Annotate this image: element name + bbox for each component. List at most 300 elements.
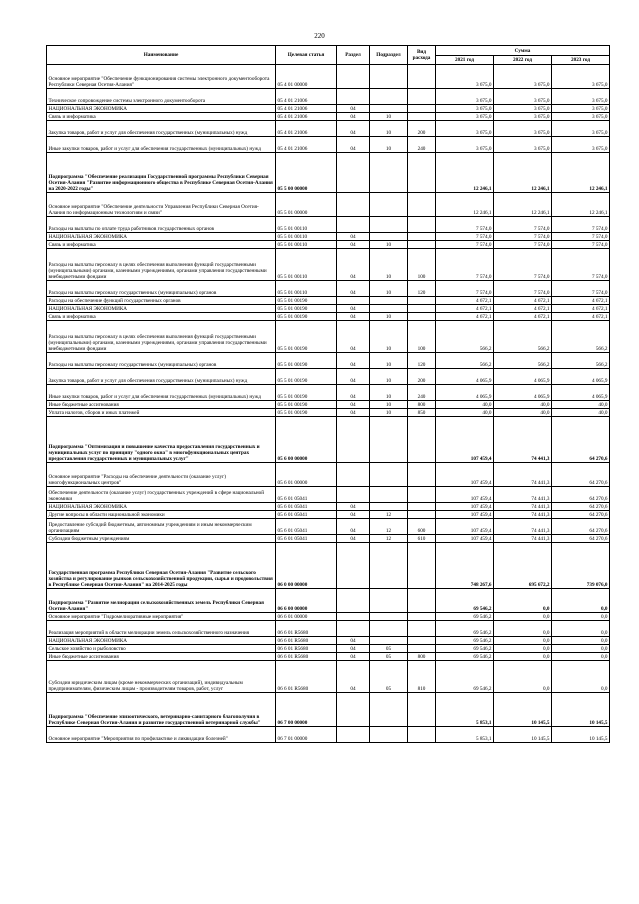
row-subsection: 10	[370, 409, 408, 417]
row-subsection: 05	[370, 645, 408, 653]
row-expense-type	[408, 487, 436, 503]
row-sum-2021: 748 267,6	[436, 543, 494, 589]
row-sum-2022: 3 675,0	[494, 89, 552, 105]
row-sum-2021: 7 574,0	[436, 217, 494, 233]
row-subsection	[370, 613, 408, 621]
table-row	[47, 401, 610, 409]
row-target-code: 05 5 01 00190	[276, 401, 337, 409]
row-target-code: 05 4 01 00000	[276, 65, 337, 89]
row-sum-2022: 7 574,0	[494, 217, 552, 233]
row-expense-type: 800	[408, 653, 436, 661]
row-target-code: 05 4 01 21006	[276, 105, 337, 113]
table-row	[47, 463, 610, 487]
row-sum-2023: 64 270,6	[552, 487, 610, 503]
row-subsection	[370, 217, 408, 233]
row-subsection	[370, 487, 408, 503]
row-target-code: 05 4 01 21006	[276, 89, 337, 105]
row-expense-type	[408, 313, 436, 321]
row-sum-2022: 566,2	[494, 321, 552, 353]
row-expense-type	[408, 153, 436, 193]
table-header	[47, 46, 610, 65]
row-target-code: 05 5 01 00190	[276, 305, 337, 313]
row-sum-2022: 74 441,3	[494, 519, 552, 535]
row-target-code: 05 5 01 00000	[276, 193, 337, 217]
row-expense-type	[408, 621, 436, 637]
row-section: 04	[337, 113, 370, 121]
table-row	[47, 543, 610, 589]
row-expense-type	[408, 105, 436, 113]
row-name: НАЦИОНАЛЬНАЯ ЭКОНОМИКА	[47, 233, 276, 241]
row-subsection	[370, 297, 408, 305]
table-row	[47, 249, 610, 281]
row-expense-type: 800	[408, 401, 436, 409]
row-section: 04	[337, 121, 370, 137]
row-sum-2022: 7 574,0	[494, 281, 552, 297]
row-expense-type	[408, 637, 436, 645]
row-sum-2021: 4 672,1	[436, 313, 494, 321]
row-subsection: 10	[370, 241, 408, 249]
header-year-2022: 2022 год	[494, 56, 552, 65]
row-sum-2021: 5 853,1	[436, 727, 494, 743]
row-target-code: 05 5 01 00110	[276, 233, 337, 241]
row-expense-type: 100	[408, 321, 436, 353]
row-sum-2023: 7 574,0	[552, 281, 610, 297]
row-sum-2023: 0,0	[552, 621, 610, 637]
row-section: 04	[337, 313, 370, 321]
row-expense-type	[408, 297, 436, 305]
row-name: Основное мероприятие "Мероприятия по профилактике и ликвидации болезней"	[47, 727, 276, 743]
row-sum-2022: 4 065,9	[494, 369, 552, 385]
header-name: Наименование	[47, 46, 276, 65]
row-subsection	[370, 693, 408, 727]
table-row	[47, 645, 610, 653]
table-row	[47, 613, 610, 621]
row-section	[337, 589, 370, 613]
row-target-code: 05 6 01 05041	[276, 511, 337, 519]
row-sum-2021: 69 546,2	[436, 613, 494, 621]
row-expense-type: 200	[408, 369, 436, 385]
row-sum-2023: 3 675,0	[552, 89, 610, 105]
row-name: Основное мероприятие "Обеспечение деятельности Управления Республики Северная Осетия-Алания по информационным технологиям и связи"	[47, 193, 276, 217]
row-target-code: 05 5 01 00190	[276, 385, 337, 401]
row-section	[337, 613, 370, 621]
row-target-code: 05 5 00 00000	[276, 153, 337, 193]
row-sum-2021: 3 675,0	[436, 121, 494, 137]
row-sum-2021: 3 675,0	[436, 137, 494, 153]
row-section: 04	[337, 369, 370, 385]
row-sum-2022: 0,0	[494, 613, 552, 621]
row-expense-type: 850	[408, 409, 436, 417]
row-expense-type	[408, 589, 436, 613]
row-subsection	[370, 503, 408, 511]
row-sum-2022: 7 574,0	[494, 233, 552, 241]
row-subsection: 10	[370, 353, 408, 369]
row-name: Субсидии бюджетным учреждениям	[47, 535, 276, 543]
row-name: Связь и информатика	[47, 241, 276, 249]
row-subsection	[370, 233, 408, 241]
row-section: 04	[337, 249, 370, 281]
row-expense-type: 100	[408, 249, 436, 281]
row-section: 04	[337, 645, 370, 653]
row-sum-2023: 0,0	[552, 637, 610, 645]
row-expense-type	[408, 233, 436, 241]
row-name: Иные бюджетные ассигнования	[47, 653, 276, 661]
row-subsection: 10	[370, 137, 408, 153]
row-sum-2022: 0,0	[494, 653, 552, 661]
table-row	[47, 661, 610, 693]
row-target-code: 05 5 01 00190	[276, 409, 337, 417]
row-sum-2021: 69 546,2	[436, 637, 494, 645]
row-sum-2023: 4 065,9	[552, 369, 610, 385]
row-sum-2023: 739 076,0	[552, 543, 610, 589]
row-sum-2023: 0,0	[552, 589, 610, 613]
row-section: 04	[337, 233, 370, 241]
table-row	[47, 487, 610, 503]
row-name: Основное мероприятие "Расходы на обеспечение деятельности (оказание услуг) многофункциональных центров"	[47, 463, 276, 487]
row-sum-2021: 7 574,0	[436, 241, 494, 249]
row-sum-2022: 0,0	[494, 645, 552, 653]
row-subsection	[370, 65, 408, 89]
table-row	[47, 409, 610, 417]
row-section	[337, 89, 370, 105]
row-expense-type: 200	[408, 121, 436, 137]
row-subsection	[370, 89, 408, 105]
row-expense-type	[408, 113, 436, 121]
table-row	[47, 693, 610, 727]
row-expense-type	[408, 305, 436, 313]
row-subsection: 05	[370, 661, 408, 693]
row-subsection: 10	[370, 113, 408, 121]
row-target-code: 06 6 01 00000	[276, 613, 337, 621]
row-sum-2022: 0,0	[494, 661, 552, 693]
row-sum-2022: 0,0	[494, 621, 552, 637]
row-sum-2023: 0,0	[552, 661, 610, 693]
row-sum-2023: 3 675,0	[552, 113, 610, 121]
row-expense-type	[408, 65, 436, 89]
row-section	[337, 693, 370, 727]
row-target-code: 05 4 01 21006	[276, 137, 337, 153]
row-name: НАЦИОНАЛЬНАЯ ЭКОНОМИКА	[47, 105, 276, 113]
row-name: Другие вопросы в области национальной экономики	[47, 511, 276, 519]
table-row	[47, 385, 610, 401]
header-year-2023: 2023 год	[552, 56, 610, 65]
table-row	[47, 113, 610, 121]
row-sum-2023: 0,0	[552, 653, 610, 661]
row-sum-2022: 74 441,3	[494, 463, 552, 487]
row-target-code: 06 7 00 00000	[276, 693, 337, 727]
row-subsection: 12	[370, 511, 408, 519]
row-target-code: 05 6 01 05041	[276, 503, 337, 511]
row-name: Расходы на выплаты персоналу государственных (муниципальных) органов	[47, 353, 276, 369]
row-subsection	[370, 417, 408, 463]
table-row	[47, 153, 610, 193]
row-sum-2021: 12 246,1	[436, 193, 494, 217]
row-expense-type	[408, 217, 436, 233]
row-sum-2022: 74 441,3	[494, 503, 552, 511]
row-sum-2022: 566,2	[494, 353, 552, 369]
row-section: 04	[337, 385, 370, 401]
row-section: 04	[337, 353, 370, 369]
row-name: Расходы на выплаты персоналу в целях обеспечения выполнения функций государственными (муниципальными) органами, казенными учреждениями, органами управления государственными внебюджетными фондами	[47, 321, 276, 353]
row-name: Расходы на обеспечение функций государственных органов	[47, 297, 276, 305]
row-expense-type: 240	[408, 137, 436, 153]
row-sum-2023: 7 574,0	[552, 249, 610, 281]
row-target-code: 05 5 01 00190	[276, 297, 337, 305]
row-sum-2023: 10 145,5	[552, 693, 610, 727]
table-row	[47, 321, 610, 353]
row-section: 04	[337, 503, 370, 511]
row-sum-2021: 566,2	[436, 353, 494, 369]
row-sum-2023: 64 270,6	[552, 503, 610, 511]
row-sum-2022: 695 672,2	[494, 543, 552, 589]
row-target-code: 05 5 01 00190	[276, 313, 337, 321]
row-sum-2022: 7 574,0	[494, 241, 552, 249]
row-name: Связь и информатика	[47, 113, 276, 121]
row-sum-2023: 64 270,6	[552, 417, 610, 463]
row-subsection	[370, 305, 408, 313]
table-row	[47, 621, 610, 637]
row-subsection: 10	[370, 369, 408, 385]
row-sum-2023: 4 672,1	[552, 313, 610, 321]
row-section	[337, 727, 370, 743]
table-row	[47, 193, 610, 217]
row-section: 04	[337, 653, 370, 661]
table-row	[47, 281, 610, 297]
row-expense-type	[408, 645, 436, 653]
row-sum-2023: 4 672,1	[552, 297, 610, 305]
row-sum-2021: 69 546,2	[436, 621, 494, 637]
row-sum-2021: 107 459,4	[436, 519, 494, 535]
row-sum-2023: 4 065,9	[552, 385, 610, 401]
row-sum-2023: 12 246,1	[552, 193, 610, 217]
row-sum-2022: 74 441,3	[494, 511, 552, 519]
table-row	[47, 535, 610, 543]
row-name: Техническое сопровождение системы электронного документооборота	[47, 89, 276, 105]
row-sum-2021: 7 574,0	[436, 233, 494, 241]
row-subsection	[370, 637, 408, 645]
row-sum-2023: 7 574,0	[552, 241, 610, 249]
row-sum-2022: 74 441,3	[494, 417, 552, 463]
row-name: Иные закупки товаров, работ и услуг для обеспечения государственных (муниципальных) нужд	[47, 385, 276, 401]
row-expense-type	[408, 89, 436, 105]
row-section: 04	[337, 637, 370, 645]
row-subsection	[370, 621, 408, 637]
row-sum-2022: 3 675,0	[494, 113, 552, 121]
table-row	[47, 241, 610, 249]
row-target-code: 06 6 01 R5680	[276, 661, 337, 693]
table-body	[47, 65, 610, 743]
row-sum-2023: 0,0	[552, 645, 610, 653]
row-target-code: 05 5 01 00110	[276, 249, 337, 281]
table-row	[47, 217, 610, 233]
row-name: Основное мероприятие "Обеспечение функционирования системы электронного документооборота Республики Северная Осетия-Алания"	[47, 65, 276, 89]
row-sum-2022: 10 145,5	[494, 693, 552, 727]
row-section	[337, 217, 370, 233]
row-section: 04	[337, 137, 370, 153]
row-name: Уплата налогов, сборов и иных платежей	[47, 409, 276, 417]
row-subsection: 12	[370, 519, 408, 535]
header-code: Целевая статья	[276, 46, 337, 65]
table-row	[47, 503, 610, 511]
row-sum-2023: 40,0	[552, 401, 610, 409]
page-number: 220	[314, 32, 325, 40]
row-expense-type	[408, 727, 436, 743]
row-expense-type: 240	[408, 385, 436, 401]
table-row	[47, 727, 610, 743]
row-subsection: 10	[370, 249, 408, 281]
row-target-code: 05 4 01 21006	[276, 121, 337, 137]
row-sum-2021: 69 546,2	[436, 653, 494, 661]
row-subsection	[370, 589, 408, 613]
table-row	[47, 65, 610, 89]
table-row	[47, 105, 610, 113]
header-subsection: Подраздел	[370, 46, 408, 65]
row-sum-2021: 107 459,4	[436, 487, 494, 503]
row-subsection: 10	[370, 385, 408, 401]
header-sum: Сумма	[436, 46, 610, 56]
row-expense-type: 810	[408, 661, 436, 693]
row-sum-2023: 40,0	[552, 409, 610, 417]
row-sum-2022: 3 675,0	[494, 105, 552, 113]
row-sum-2023: 64 270,6	[552, 511, 610, 519]
row-sum-2021: 107 459,4	[436, 511, 494, 519]
row-expense-type	[408, 613, 436, 621]
table-row	[47, 137, 610, 153]
row-target-code: 05 5 01 00190	[276, 353, 337, 369]
row-section: 04	[337, 511, 370, 519]
row-section	[337, 297, 370, 305]
row-sum-2023: 4 672,1	[552, 305, 610, 313]
row-sum-2021: 3 675,0	[436, 105, 494, 113]
row-sum-2023: 64 270,6	[552, 519, 610, 535]
row-expense-type	[408, 193, 436, 217]
header-expense: Вид расхода	[408, 46, 436, 65]
row-section	[337, 193, 370, 217]
row-sum-2021: 3 675,0	[436, 89, 494, 105]
row-expense-type: 610	[408, 535, 436, 543]
row-section: 04	[337, 661, 370, 693]
row-sum-2022: 0,0	[494, 589, 552, 613]
row-subsection	[370, 105, 408, 113]
row-subsection: 10	[370, 313, 408, 321]
row-sum-2022: 40,0	[494, 401, 552, 409]
row-sum-2021: 566,2	[436, 321, 494, 353]
row-expense-type	[408, 543, 436, 589]
row-section: 04	[337, 281, 370, 297]
row-sum-2021: 40,0	[436, 401, 494, 409]
row-sum-2022: 0,0	[494, 637, 552, 645]
row-sum-2022: 10 145,5	[494, 727, 552, 743]
row-section: 04	[337, 535, 370, 543]
row-expense-type	[408, 241, 436, 249]
table-row	[47, 89, 610, 105]
row-target-code: 05 4 01 21006	[276, 113, 337, 121]
row-section: 04	[337, 321, 370, 353]
row-sum-2021: 7 574,0	[436, 281, 494, 297]
row-section	[337, 487, 370, 503]
row-sum-2022: 3 675,0	[494, 121, 552, 137]
row-section	[337, 463, 370, 487]
table-row	[47, 511, 610, 519]
row-sum-2023: 7 574,0	[552, 233, 610, 241]
row-subsection: 10	[370, 321, 408, 353]
row-sum-2023: 10 145,5	[552, 727, 610, 743]
row-name: НАЦИОНАЛЬНАЯ ЭКОНОМИКА	[47, 305, 276, 313]
row-name: Расходы на выплаты по оплате труда работников государственных органов	[47, 217, 276, 233]
row-sum-2023: 0,0	[552, 613, 610, 621]
row-sum-2023: 7 574,0	[552, 217, 610, 233]
row-sum-2021: 3 675,0	[436, 113, 494, 121]
row-target-code: 05 6 01 05041	[276, 487, 337, 503]
row-expense-type	[408, 511, 436, 519]
row-sum-2023: 64 270,6	[552, 463, 610, 487]
row-name: Государственная программа Республики Северная Осетия-Алания "Развитие сельского хозяйства и регулирование рынков сельскохозяйственной продукции, сырья и продовольствия в Республике Северная Осетия-Алания" на 2014-2025 годы	[47, 543, 276, 589]
table-row	[47, 121, 610, 137]
table-row	[47, 417, 610, 463]
row-expense-type: 120	[408, 353, 436, 369]
table-row	[47, 233, 610, 241]
row-target-code: 05 6 01 05041	[276, 519, 337, 535]
row-sum-2021: 5 853,1	[436, 693, 494, 727]
row-sum-2022: 4 672,1	[494, 305, 552, 313]
table-row	[47, 519, 610, 535]
row-subsection	[370, 543, 408, 589]
row-sum-2021: 69 546,2	[436, 645, 494, 653]
row-sum-2023: 3 675,0	[552, 65, 610, 89]
row-sum-2021: 7 574,0	[436, 249, 494, 281]
row-sum-2021: 107 459,4	[436, 503, 494, 511]
row-sum-2022: 4 065,9	[494, 385, 552, 401]
row-name: Подпрограмма "Оптимизация и повышение качества предоставления государственных и муниципальных услуг по принципу "одного окна" в многофункциональных центрах предоставления государственных и муниципальных услуг"	[47, 417, 276, 463]
row-sum-2021: 107 459,4	[436, 535, 494, 543]
row-name: Расходы на выплаты персоналу в целях обеспечения выполнения функций государственными (муниципальными) органами, казенными учреждениями, органами управления государственными внебюджетными фондами	[47, 249, 276, 281]
row-section	[337, 153, 370, 193]
row-target-code: 06 7 01 00000	[276, 727, 337, 743]
row-sum-2022: 3 675,0	[494, 65, 552, 89]
row-name: Предоставление субсидий бюджетным, автономным учреждениям и иным некоммерческим организациям	[47, 519, 276, 535]
budget-table	[46, 45, 610, 743]
row-name: Подпрограмма "Обеспечение реализации Государственной программы Республики Северная Осетия-Алания "Развитие информационного общества в Республике Северная Осетия-Алания на 2020-2022 годы"	[47, 153, 276, 193]
row-section	[337, 543, 370, 589]
table-row	[47, 305, 610, 313]
row-name: Закупка товаров, работ и услуг для обеспечения государственных (муниципальных) нужд	[47, 121, 276, 137]
table-row	[47, 637, 610, 645]
row-sum-2021: 69 546,2	[436, 661, 494, 693]
row-sum-2021: 69 546,2	[436, 589, 494, 613]
row-target-code: 05 5 01 00190	[276, 369, 337, 385]
row-name: Иные бюджетные ассигнования	[47, 401, 276, 409]
row-sum-2022: 3 675,0	[494, 137, 552, 153]
row-subsection: 10	[370, 121, 408, 137]
table-row	[47, 313, 610, 321]
row-subsection: 05	[370, 653, 408, 661]
row-sum-2023: 566,2	[552, 353, 610, 369]
row-section: 04	[337, 519, 370, 535]
row-subsection	[370, 463, 408, 487]
row-target-code: 05 6 00 00000	[276, 417, 337, 463]
row-target-code: 05 6 01 05041	[276, 535, 337, 543]
row-sum-2022: 74 441,3	[494, 487, 552, 503]
row-sum-2023: 566,2	[552, 321, 610, 353]
row-section: 04	[337, 241, 370, 249]
row-name: Реализация мероприятий в области мелиорации земель сельскохозяйственного назначения	[47, 621, 276, 637]
row-sum-2023: 3 675,0	[552, 105, 610, 113]
row-name: Закупка товаров, работ и услуг для обеспечения государственных (муниципальных) нужд	[47, 369, 276, 385]
row-sum-2023: 64 270,6	[552, 535, 610, 543]
row-name: Расходы на выплаты персоналу государственных (муниципальных) органов	[47, 281, 276, 297]
row-sum-2021: 4 065,9	[436, 385, 494, 401]
row-subsection	[370, 727, 408, 743]
